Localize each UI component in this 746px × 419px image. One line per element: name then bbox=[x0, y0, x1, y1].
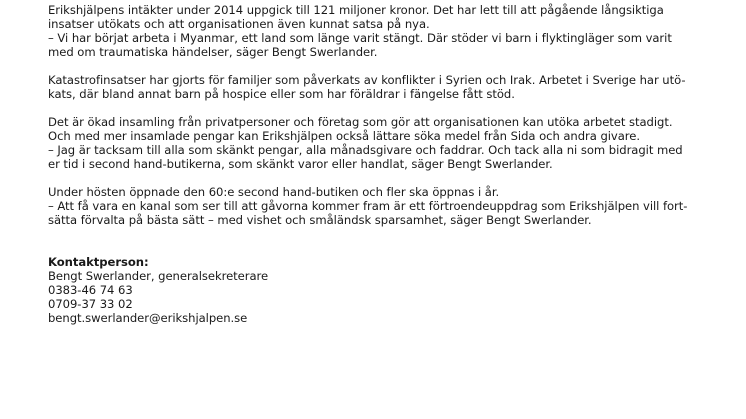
text-line: sätta förvalta på bästa sätt – med vishet och småländsk sparsamhet, säger Bengt Swerlander. bbox=[48, 213, 592, 227]
contact-block bbox=[48, 255, 708, 325]
paragraph-fundraising bbox=[48, 115, 708, 171]
section-spacer bbox=[48, 241, 746, 255]
text-line: – Att få vara en kanal som ser till att gåvorna kommer fram är ett förtroendeuppdrag som Erikshjälpen vill fort- bbox=[48, 199, 688, 213]
text-line: Det är ökad insamling från privatpersoner och företag som gör att organisationen kan utöka arbetet stadigt. bbox=[48, 115, 673, 129]
text-line: kats, där bland annat barn på hospice eller som har föräldrar i fängelse fått stöd. bbox=[48, 87, 515, 101]
text-line: Och med mer insamlade pengar kan Erikshjälpen också lättare söka medel från Sida och andra givare. bbox=[48, 129, 640, 143]
contact-phone-mobile: 0709-37 33 02 bbox=[48, 297, 133, 311]
text-line: – Jag är tacksam till alla som skänkt pengar, alla månadsgivare och faddrar. Och tack alla ni som bidragit med bbox=[48, 143, 683, 157]
contact-phone-landline: 0383-46 74 63 bbox=[48, 283, 133, 297]
paragraph-disaster-relief bbox=[48, 73, 708, 101]
text-line: Erikshjälpens intäkter under 2014 uppgick till 121 miljoner kronor. Det har lett till att pågående långsiktiga bbox=[48, 3, 664, 17]
text-line: Under hösten öppnade den 60:e second hand-butiken och fler ska öppnas i år. bbox=[48, 185, 500, 199]
text-line: – Vi har börjat arbeta i Myanmar, ett land som länge varit stängt. Där stöder vi barn i flyktingläger som varit bbox=[48, 31, 672, 45]
text-line: insatser utökats och att organisationen även kunnat satsa på nya. bbox=[48, 17, 430, 31]
text-line: Katastrofinsatser har gjorts för familjer som påverkats av konflikter i Syrien och Irak. Arbetet i Sverige har utö- bbox=[48, 73, 686, 87]
paragraph-revenue bbox=[48, 3, 708, 59]
text-line: er tid i second hand-butikerna, som skänkt varor eller handlat, säger Bengt Swerlander. bbox=[48, 157, 553, 171]
text-line: med om traumatiska händelser, säger Bengt Swerlander. bbox=[48, 45, 378, 59]
contact-name-title: Bengt Swerlander, generalsekreterare bbox=[48, 269, 269, 283]
contact-heading: Kontaktperson: bbox=[48, 255, 149, 269]
paragraph-second-hand-shops bbox=[48, 185, 708, 227]
contact-email: bengt.swerlander@erikshjalpen.se bbox=[48, 311, 248, 325]
